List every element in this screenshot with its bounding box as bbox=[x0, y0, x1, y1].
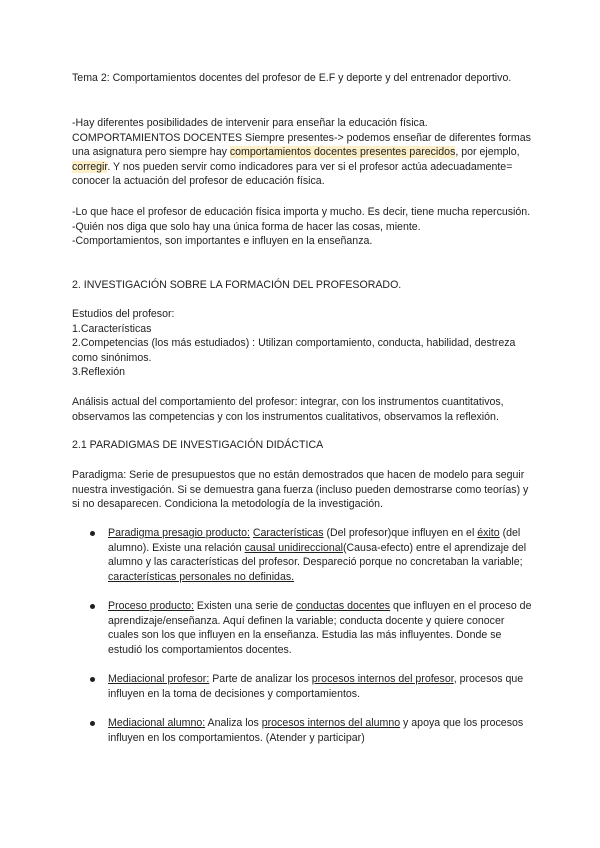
intro-text-c: , por ejemplo, bbox=[455, 146, 520, 158]
section-heading-2: 2. INVESTIGACIÓN SOBRE LA FORMACIÓN DEL PROFESORADO. bbox=[72, 279, 402, 291]
importance-line: -Lo que hace el profesor de educación física importa y mucho. Es decir, tiene mucha repercusión. bbox=[72, 206, 531, 218]
highlight-comportamientos: comportamientos docentes presentes parecidos bbox=[229, 146, 456, 158]
bullet-icon bbox=[90, 531, 95, 536]
list-item: Mediacional profesor: Parte de analizar los procesos internos del profesor, procesos que influyen en la toma de decisiones y comportamientos. bbox=[72, 672, 512, 701]
highlight-corregir: corregir bbox=[72, 160, 108, 173]
intro-text-e: . Y nos pueden servir como indicadores para ver si el profesor actúa adecuadamente= conocer la actuación del profesor de educación física. bbox=[72, 160, 513, 187]
estudios-line: 3.Reflexión bbox=[72, 366, 125, 378]
intro-text-a: -Hay diferentes posibilidades de intervenir para enseñar la educación física. COMPORTAMIENTOS DOCENTES Siempre presentes-> podemos enseñar de diferentes formas una asignatura pero siempre hay bbox=[72, 117, 531, 158]
estudios-list bbox=[72, 307, 532, 380]
paradigma-paragraph: Paradigma: Serie de presupuestos que no están demostrados que hacen de modelo para seguir nuestra investigación. Si se demuestra gana fuerza (incluso pueden demostrarse como teorías) y si no desaparecen. Condiciona la metodología de la investigación. bbox=[72, 469, 529, 510]
document-title bbox=[72, 71, 532, 86]
estudios-line: 2.Competencias (los más estudiados) : Utilizan comportamiento, conducta, habilidad, destreza como sinónimos. bbox=[72, 337, 516, 364]
bullet-icon bbox=[90, 677, 95, 682]
estudios-line: 1.Características bbox=[72, 322, 152, 335]
title-text: Tema 2: Comportamientos docentes del profesor de E.F y deporte y del entrenador deportivo. bbox=[72, 72, 512, 84]
list-item: Paradigma presagio producto: Características (Del profesor)que influyen en el éxito (del alumno). Existe una relación causal unidireccional(Causa-efecto) entre el aprendizaje del alumno y las características del profesor. Despareció porque no concretaban la variable; características personales no definidas. bbox=[72, 526, 512, 584]
analisis-paragraph: Análisis actual del comportamiento del profesor: integrar, con los instrumentos cuantitativos, observamos las competencias y con los instrumentos cualitativos, observamos la reflexión. bbox=[72, 396, 504, 423]
bullet-icon bbox=[90, 604, 95, 609]
list-item: Mediacional alumno: Analiza los procesos internos del alumno y apoya que los procesos influyen en los comportamientos. (Atender y participar) bbox=[72, 716, 512, 745]
section-heading-2-1: 2.1 PARADIGMAS DE INVESTIGACIÓN DIDÁCTICA bbox=[72, 439, 324, 451]
list-item: Proceso producto: Existen una serie de conductas docentes que influyen en el proceso de aprendizaje/enseñanza. Aquí definen la variable; conducta docente y quiere conocer cuales son los que influyen en la enseñanza. Estudia las más influyentes. Donde se estudió los comportamientos docentes. bbox=[72, 599, 512, 657]
importance-paragraph bbox=[72, 205, 532, 249]
importance-line: -Quién nos diga que solo hay una única forma de hacer las cosas, miente. bbox=[72, 220, 421, 233]
bullet-icon bbox=[90, 721, 95, 726]
estudios-line: Estudios del profesor: bbox=[72, 308, 175, 320]
intro-paragraph bbox=[72, 116, 532, 189]
importance-line: -Comportamientos, son importantes e influyen en la enseñanza. bbox=[72, 235, 373, 247]
